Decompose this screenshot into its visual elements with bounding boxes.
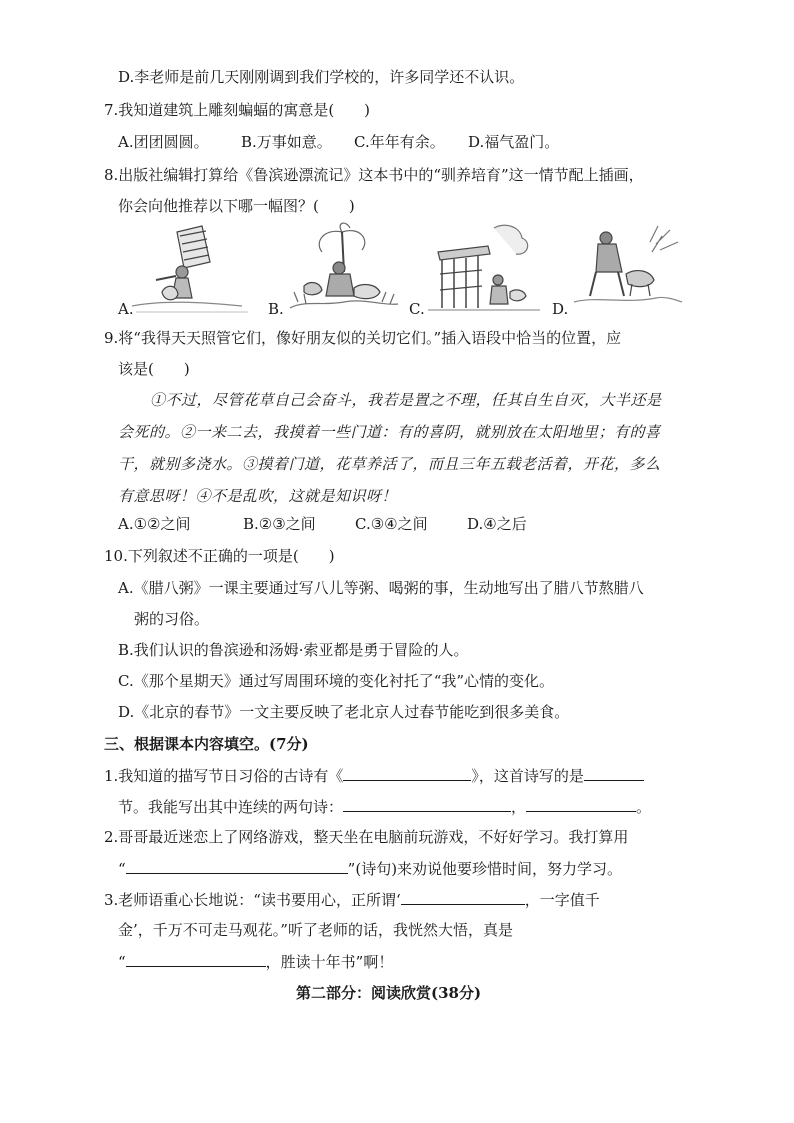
illustration-c-building-fence xyxy=(424,222,544,314)
part-2-heading: 第二部分：阅读欣赏(38分) xyxy=(296,984,482,1002)
q7-option-d: D.福气盈门。 xyxy=(468,133,560,151)
q10-option-b: B.我们认识的鲁滨逊和汤姆·索亚都是勇于冒险的人。 xyxy=(118,641,469,659)
fill-1-blank-verse1[interactable] xyxy=(343,795,511,812)
q10-option-a-line2: 粥的习俗。 xyxy=(134,610,210,628)
fill-3-blank-saying[interactable] xyxy=(401,888,525,905)
section-3-heading: 三、根据课本内容填空。(7分) xyxy=(104,735,309,753)
q9-passage-line4: 有意思呀！④不是乱吹，这就是知识呀！ xyxy=(118,487,398,505)
q6-option-d: D.李老师是前几天刚刚调到我们学校的，许多同学还不认识。 xyxy=(118,68,525,86)
q7-options xyxy=(118,131,559,153)
fill-3-line3: “ ，胜读十年书”啊！ xyxy=(118,950,393,973)
fill-1-line2: 节。我能写出其中连续的两句诗： ， 。 xyxy=(118,795,651,818)
q7-option-a: A.团团圆圆。 xyxy=(118,133,209,151)
q8-label-a: A. xyxy=(118,300,134,318)
fill-3-line2: 金’，千万不可走马观花。”听了老师的话，我恍然大悟，真是 xyxy=(118,921,513,939)
q9-option-b: B.②③之间 xyxy=(243,515,316,533)
q8-stem-line2: 你会向他推荐以下哪一幅图？( ) xyxy=(118,197,355,215)
fill-2-blank-verse[interactable] xyxy=(126,857,348,874)
fill-2-line2: “ ”(诗句)来劝说他要珍惜时间，努力学习。 xyxy=(118,857,622,880)
q10-option-a-line1: A.《腊八粥》一课主要通过写八儿等粥、喝粥的事，生动地写出了腊八节熬腊八 xyxy=(118,579,644,597)
fill-3-line1: 3.老师语重心长地说：“读书要用心，正所谓‘ ，一字值千 xyxy=(104,888,600,911)
q10-option-c: C.《那个星期天》通过写周围环境的变化衬托了“我”心情的变化。 xyxy=(118,672,555,690)
q9-stem-line1: 9.将“我得天天照管它们，像好朋友似的关切它们。”插入语段中恰当的位置，应 xyxy=(104,329,622,347)
q8-label-b: B. xyxy=(268,300,284,318)
fill-1-blank-festival[interactable] xyxy=(584,764,644,781)
fill-1-blank-verse2[interactable] xyxy=(526,795,636,812)
fill-1-blank-poem-title[interactable] xyxy=(343,764,471,781)
illustration-b-man-with-animals xyxy=(284,222,404,314)
fill-3-blank-proverb[interactable] xyxy=(126,950,266,967)
q8-label-c: C. xyxy=(409,300,425,318)
q8-label-d: D. xyxy=(552,300,569,318)
q10-stem: 10.下列叙述不正确的一项是( ) xyxy=(104,547,335,565)
q8-illustrations xyxy=(118,222,678,322)
q7-option-c: C.年年有余。 xyxy=(354,133,445,151)
illustration-a-sitting-man xyxy=(132,222,252,314)
illustration-d-man-and-dog xyxy=(566,222,686,314)
fill-1-line1: 1.我知道的描写节日习俗的古诗有《 》，这首诗写的是 xyxy=(104,764,644,787)
q9-option-d: D.④之后 xyxy=(467,515,527,533)
q9-passage-line2: 会死的。②一来二去，我摸着一些门道：有的喜阴，就别放在太阳地里；有的喜 xyxy=(118,423,661,441)
q9-option-c: C.③④之间 xyxy=(355,515,428,533)
q9-option-a: A.①②之间 xyxy=(118,515,191,533)
q9-stem-line2: 该是( ) xyxy=(118,360,190,378)
q9-options xyxy=(118,513,527,535)
q10-option-d: D.《北京的春节》一文主要反映了老北京人过春节能吃到很多美食。 xyxy=(118,703,570,721)
q9-passage-line3: 干，就别多浇水。③摸着门道，花草养活了，而且三年五载老活着，开花，多么 xyxy=(118,455,661,473)
q7-option-b: B.万事如意。 xyxy=(241,133,332,151)
q8-stem-line1: 8.出版社编辑打算给《鲁滨逊漂流记》这本书中的“驯养培育”这一情节配上插画， xyxy=(104,166,644,184)
q9-passage-line1: ①不过，尽管花草自己会奋斗，我若是置之不理，任其自生自灭，大半还是 xyxy=(150,391,662,409)
q7-stem: 7.我知道建筑上雕刻蝙蝠的寓意是( ) xyxy=(104,101,371,119)
fill-2-line1: 2.哥哥最近迷恋上了网络游戏，整天坐在电脑前玩游戏，不好好学习。我打算用 xyxy=(104,828,629,846)
